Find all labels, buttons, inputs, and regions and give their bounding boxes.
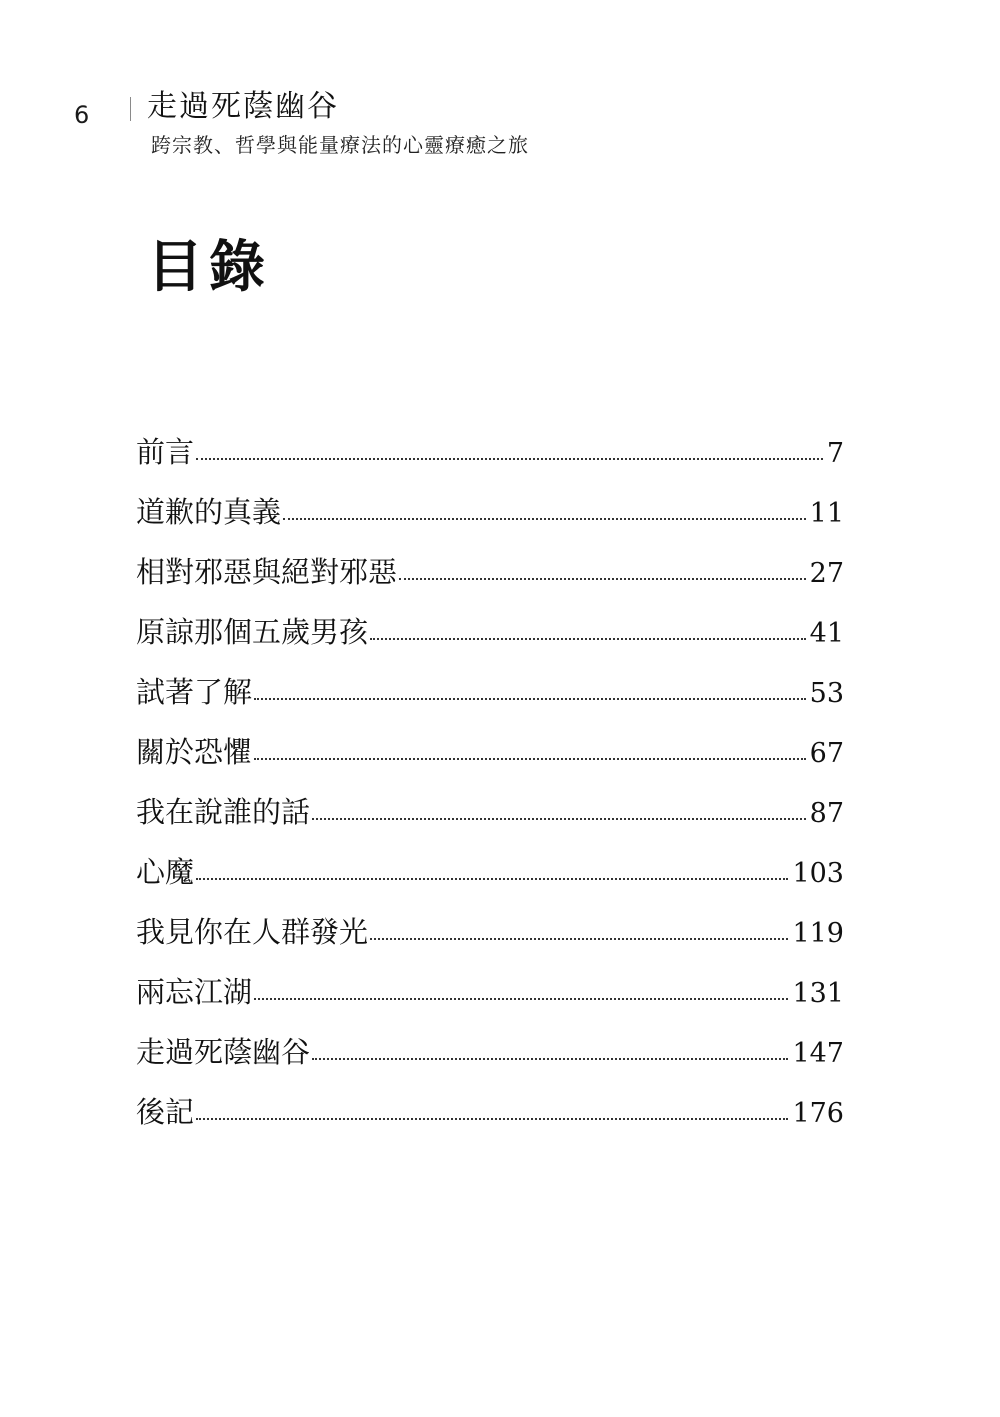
page-number: 6 <box>74 101 90 129</box>
table-of-contents <box>136 422 844 1142</box>
toc-entry-title: 兩忘江湖 <box>136 975 253 1009</box>
toc-entry-page: 103 <box>792 858 844 889</box>
toc-entry-shining-in-the-crowd[interactable] <box>136 902 844 962</box>
toc-entry-title: 前言 <box>136 435 195 469</box>
dot-leader <box>399 578 806 580</box>
toc-entry-title: 走過死蔭幽谷 <box>136 1035 311 1069</box>
toc-entry-title: 相對邪惡與絕對邪惡 <box>136 555 398 589</box>
toc-entry-whose-words[interactable] <box>136 782 844 842</box>
toc-entry-try-to-understand[interactable] <box>136 662 844 722</box>
toc-entry-forget-each-other[interactable] <box>136 962 844 1022</box>
toc-entry-inner-demon[interactable] <box>136 842 844 902</box>
toc-entry-page: 176 <box>792 1098 844 1129</box>
toc-entry-title: 原諒那個五歲男孩 <box>136 615 369 649</box>
toc-entry-valley-of-shadow[interactable] <box>136 1022 844 1082</box>
toc-entry-page: 67 <box>809 738 844 769</box>
dot-leader <box>312 1058 788 1060</box>
toc-entry-page: 147 <box>792 1038 844 1069</box>
toc-entry-preface[interactable] <box>136 422 844 482</box>
dot-leader <box>283 518 806 520</box>
running-book-subtitle: 跨宗教、哲學與能量療法的心靈療癒之旅 <box>151 133 529 157</box>
dot-leader <box>254 758 806 760</box>
toc-entry-forgive-the-five-year-old-boy[interactable] <box>136 602 844 662</box>
dot-leader <box>370 938 788 940</box>
toc-entry-title: 道歉的真義 <box>136 495 282 529</box>
toc-entry-about-fear[interactable] <box>136 722 844 782</box>
toc-entry-page: 119 <box>792 918 844 949</box>
toc-entry-title: 關於恐懼 <box>136 735 253 769</box>
dot-leader <box>196 878 788 880</box>
dot-leader <box>254 698 806 700</box>
toc-entry-title: 我見你在人群發光 <box>136 915 369 949</box>
toc-entry-title: 心魔 <box>136 855 195 889</box>
running-book-title: 走過死蔭幽谷 <box>147 89 339 124</box>
dot-leader <box>312 818 806 820</box>
header-divider <box>130 97 131 121</box>
toc-entry-relative-and-absolute-evil[interactable] <box>136 542 844 602</box>
toc-entry-page: 7 <box>826 438 844 469</box>
toc-entry-page: 53 <box>809 678 844 709</box>
toc-entry-title: 試著了解 <box>136 675 253 709</box>
toc-heading: 目錄 <box>147 234 271 300</box>
toc-entry-page: 131 <box>792 978 844 1009</box>
dot-leader <box>254 998 788 1000</box>
toc-entry-afterword[interactable] <box>136 1082 844 1142</box>
toc-entry-page: 87 <box>809 798 844 829</box>
toc-entry-title: 我在說誰的話 <box>136 795 311 829</box>
toc-entry-page: 41 <box>809 618 844 649</box>
toc-entry-true-meaning-of-apology[interactable] <box>136 482 844 542</box>
toc-entry-page: 27 <box>809 558 844 589</box>
dot-leader <box>370 638 806 640</box>
dot-leader <box>196 458 823 460</box>
toc-entry-title: 後記 <box>136 1095 195 1129</box>
toc-entry-page: 11 <box>809 498 844 529</box>
dot-leader <box>196 1118 788 1120</box>
